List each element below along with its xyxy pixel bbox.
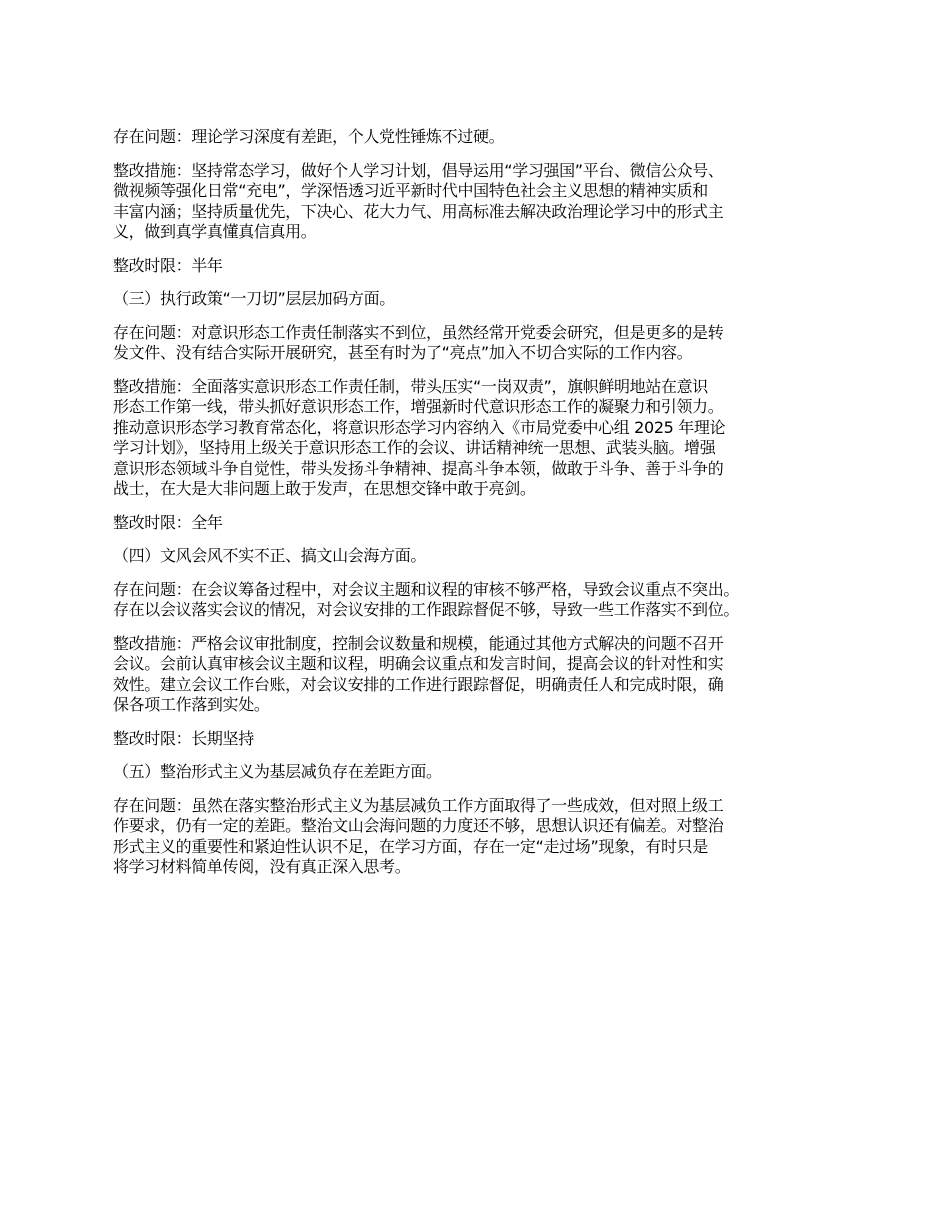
- text-line: 微视频等强化日常“充电”，学深悟透习近平新时代中国特色社会主义思想的精神实质和: [113, 181, 708, 200]
- text-line: 形态工作第一线，带头抓好意识形态工作，增强新时代意识形态工作的凝聚力和引领力。: [113, 397, 724, 416]
- text-line: 丰富内涵；坚持质量优先，下决心、花大力气、用高标准去解决政治理论学习中的形式主: [113, 201, 724, 221]
- problem-paragraph: [113, 580, 853, 621]
- text-line: 将学习材料简单传阅，没有真正深入思考。: [113, 857, 411, 876]
- problem-paragraph: [113, 127, 853, 148]
- text-line: 整改措施：严格会议审批制度，控制会议数量和规模，能通过其他方式解决的问题不召开: [113, 633, 724, 653]
- text-line: 整改措施：全面落实意识形态工作责任制，带头压实“一岗双责”，旗帜鲜明地站在意识: [113, 376, 708, 396]
- problem-paragraph: [113, 323, 853, 364]
- text-line: 存在问题：在会议筹备过程中，对会议主题和议程的审核不够严格，导致会议重点不突出。: [113, 579, 740, 599]
- text-line: 会议。会前认真审核会议主题和议程，明确会议重点和发言时间，提高会议的针对性和实: [113, 654, 724, 673]
- text-line: 整改时限：全年: [113, 512, 223, 532]
- text-line: 形式主义的重要性和紧迫性认识不足，在学习方面，存在一定“走过场”现象，有时只是: [113, 836, 708, 856]
- text-line: 整改措施：坚持常态学习，做好个人学习计划，倡导运用“学习强国”平台、微信公众号、: [113, 160, 724, 180]
- text-line: 存在以会议落实会议的情况，对会议安排的工作跟踪督促不够，导致一些工作落实不到位。: [113, 600, 740, 619]
- text-line: 推动意识形态学习教育常态化，将意识形态学习内容纳入《市局党委中心组 2025 年理论: [113, 417, 726, 437]
- deadline-paragraph: [113, 729, 853, 750]
- measures-paragraph: [113, 161, 853, 243]
- text-line: 整改时限：长期坚持: [113, 728, 254, 748]
- deadline-paragraph: [113, 256, 853, 277]
- deadline-paragraph: [113, 513, 853, 534]
- text-line: 整改时限：半年: [113, 255, 223, 275]
- section-heading: [113, 762, 853, 783]
- measures-paragraph: [113, 377, 853, 500]
- text-line: 学习计划》，坚持用上级关于意识形态工作的会议、讲话精神统一思想、武装头脑。增强: [113, 438, 716, 457]
- text-line: 效性。建立会议工作台账，对会议安排的工作进行跟踪督促，明确责任人和完成时限，确: [113, 674, 724, 694]
- document-page: [113, 127, 853, 891]
- text-line: 存在问题：理论学习深度有差距，个人党性锤炼不过硬。: [113, 127, 505, 146]
- text-line: （四）文风会风不实不正、搞文山会海方面。: [113, 546, 427, 565]
- text-line: （五）整治形式主义为基层减负存在差距方面。: [113, 762, 442, 781]
- section-heading: [113, 546, 853, 567]
- section-heading: [113, 289, 853, 310]
- text-line: 义，做到真学真懂真信真用。: [113, 222, 317, 241]
- text-line: 战士，在大是大非问题上敢于发声，在思想交锋中敢于亮剑。: [113, 479, 536, 498]
- text-line: 存在问题：虽然在落实整治形式主义为基层减负工作方面取得了一些成效，但对照上级工: [113, 795, 724, 815]
- text-line: （三）执行政策“一刀切”层层加码方面。: [113, 289, 395, 308]
- text-line: 作要求，仍有一定的差距。整治文山会海问题的力度还不够，思想认识还有偏差。对整治: [113, 816, 724, 835]
- text-line: 存在问题：对意识形态工作责任制落实不到位，虽然经常开党委会研究，但是更多的是转: [113, 322, 724, 342]
- text-line: 意识形态领域斗争自觉性，带头发扬斗争精神、提高斗争本领，做敢于斗争、善于斗争的: [113, 458, 724, 478]
- text-line: 保各项工作落到实处。: [113, 695, 270, 714]
- problem-paragraph: [113, 796, 853, 878]
- measures-paragraph: [113, 634, 853, 716]
- text-line: 发文件、没有结合实际开展研究，甚至有时为了“亮点”加入不切合实际的工作内容。: [113, 343, 693, 362]
